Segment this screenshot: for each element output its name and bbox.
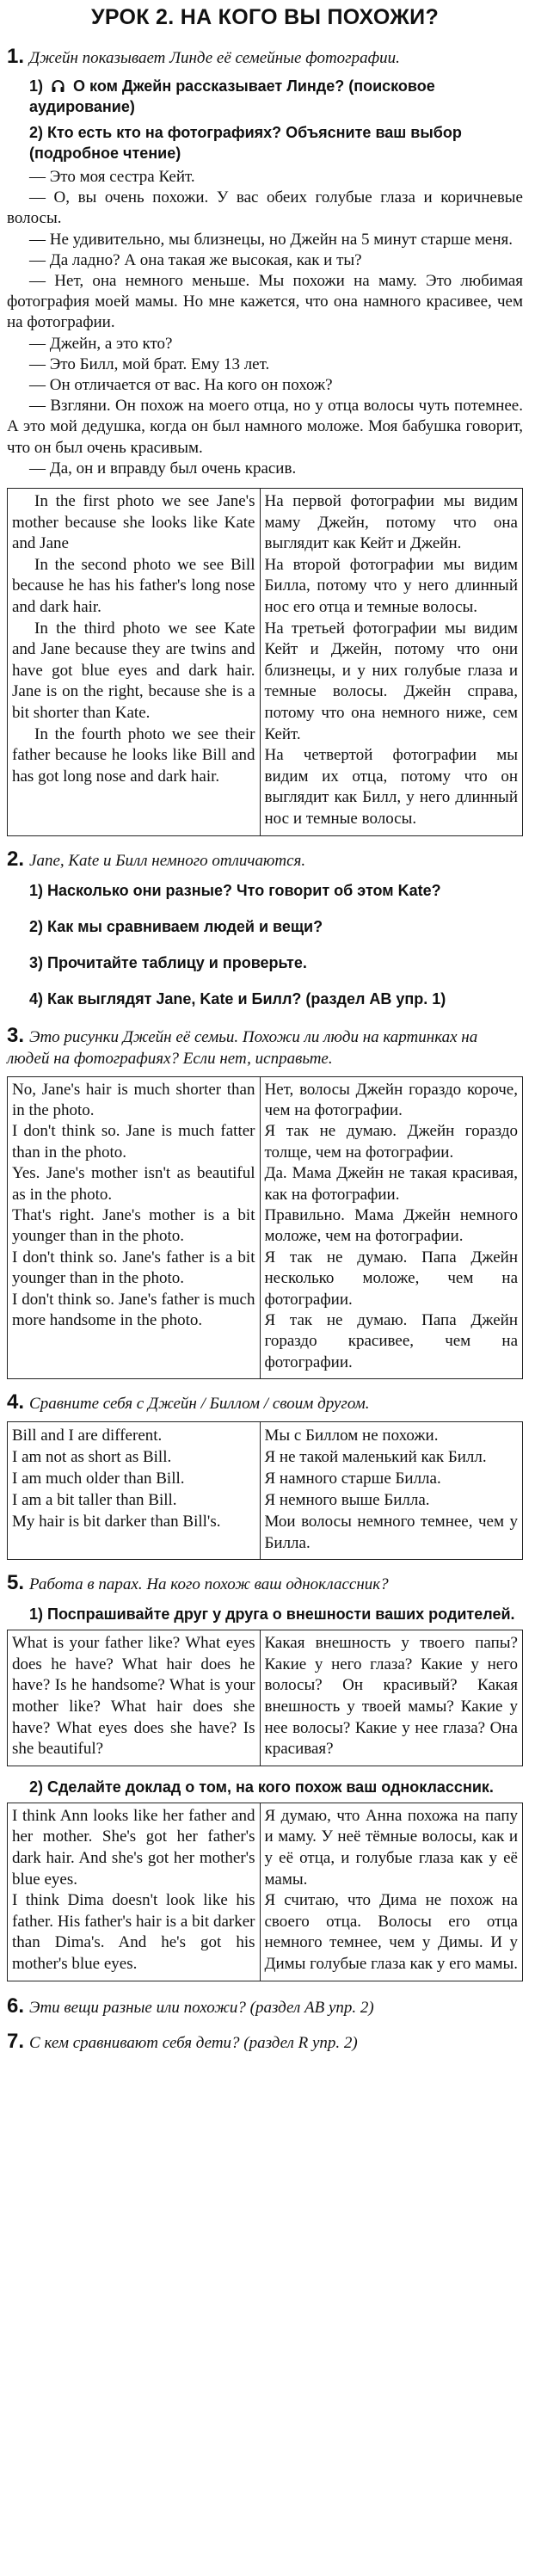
task-1-question-1	[29, 76, 523, 117]
cell-text: I am not as short as Bill.	[12, 1448, 172, 1467]
table-row	[8, 1422, 523, 1560]
cell-text: На четвертой фотографии мы видим их отца, потому что он выглядит как Билл, у него длинный нос и темные волосы.	[264, 746, 518, 828]
cell-text: Мы с Биллом не похожи.	[264, 1427, 439, 1445]
task-number: 6.	[7, 1994, 25, 2018]
cell-text: I don't think so. Jane's father is much more handsome in the photo.	[12, 1290, 255, 1330]
task-1-header	[7, 46, 523, 69]
english-cell	[8, 1422, 261, 1560]
answer-table	[7, 1803, 523, 1981]
cell-text: Я так не думаю. Джейн гораздо толще, чем на фотографии.	[264, 1122, 518, 1162]
task-3-header	[7, 1025, 523, 1069]
task-6	[7, 1995, 523, 2018]
cell-text: На первой фотографии мы видим маму Джейн, потому что она выглядит как Кейт и Джейн.	[264, 492, 518, 553]
cell-text: На третьей фотографии мы видим Кейт и Джейн, потому что они близнецы, и у них голубые глаза и темные волосы. Джейн справа, потому что она немного ниже, сем Кейт.	[264, 619, 518, 743]
task-number: 4.	[7, 1390, 25, 1414]
cell-text: In the first photo we see Jane's mother because she looks like Kate and Jane	[12, 492, 255, 553]
cell-text: No, Jane's hair is much shorter than in the photo.	[12, 1080, 255, 1119]
cell-text: Я намного старше Билла.	[264, 1470, 441, 1488]
russian-cell	[260, 1076, 523, 1379]
table-row	[8, 1630, 523, 1766]
headphones-icon	[51, 77, 65, 91]
english-cell	[8, 1630, 261, 1766]
task-2	[7, 848, 523, 1009]
task-instruction: Джейн показывает Линде её семейные фотографии.	[29, 49, 400, 67]
cell-text: Да. Мама Джейн не такая красивая, как на фотографии.	[264, 1164, 518, 1204]
cell-text: Я немного выше Билла.	[264, 1491, 430, 1510]
cell-text: In the second photo we see Bill because he has his father's long nose and dark hair.	[12, 555, 255, 617]
cell-text: Правильно. Мама Джейн немного моложе, чем на фотографии.	[264, 1205, 518, 1246]
question: 4) Как выглядят Jane, Kate и Билл? (раздел AB упр. 1)	[29, 989, 446, 1008]
dialog-line: — Да ладно? А она такая же высокая, как и ты?	[29, 250, 362, 269]
cell-text: Нет, волосы Джейн гораздо короче, чем на фотографии.	[264, 1080, 518, 1119]
task-instruction: Эти вещи разные или похожи? (раздел AB упр. 2)	[29, 1998, 374, 2017]
question-text: О ком Джейн рассказывает Линде? (поисковое аудирование)	[29, 77, 435, 115]
cell-text: What is your father like? What eyes does he have? What hair does he have? Is he handsome? What is your mother like? What hair does she have? What eyes does she have? Is she beautiful?	[12, 1634, 255, 1759]
dialog-line: — Взгляни. Он похож на моего отца, но у отца волосы чуть потемнее. А это мой дедушка, когда он был намного моложе. Моя бабушка говорит, что он был очень красивым.	[7, 397, 523, 457]
table-row	[8, 1803, 523, 1981]
task-instruction: С кем сравнивают себя дети? (раздел R упр. 2)	[29, 2033, 358, 2052]
table-row	[8, 489, 523, 836]
english-cell	[8, 489, 261, 836]
russian-cell	[260, 489, 523, 836]
task-4	[7, 1391, 523, 1560]
dialog-line: — Нет, она немного меньше. Мы похожи на маму. Это любимая фотография моей мамы. Но мне кажется, что она намного красивее, чем на фотографии.	[7, 272, 523, 332]
task-3	[7, 1025, 523, 1380]
dialog-line: — Да, он и вправду был очень красив.	[29, 459, 297, 478]
task-instruction: Работа в парах. На кого похож ваш одноклассник?	[29, 1575, 389, 1594]
task-1-question-2: 2) Кто есть кто на фотографиях? Объясните ваш выбор (подробное чтение)	[29, 124, 462, 162]
cell-text: Я так не думаю. Папа Джейн несколько моложе, чем на фотографии.	[264, 1248, 518, 1309]
task-7	[7, 2031, 523, 2054]
answer-table	[7, 1076, 523, 1380]
cell-text: Какая внешность у твоего папы? Какие у него глаза? Какие у него волосы? Он красивый? Какая внешность у твоей мамы? Какие у нее волосы? Какие у нее глаза? Она красивая?	[264, 1634, 518, 1759]
task-5-subtask-1: 1) Поспрашивайте друг у друга о внешности ваших родителей.	[29, 1605, 515, 1624]
cell-text: Я считаю, что Дима не похож на своего отца. Волосы его отца немного темнее, чем у Димы. И у Димы голубые глаза как у его мамы.	[264, 1891, 518, 1973]
cell-text: Я думаю, что Анна похожа на папу и маму. У неё тёмные волосы, как и у её отца, и голубые глаза как у её мамы.	[264, 1806, 518, 1889]
cell-text: Я не такой маленький как Билл.	[264, 1448, 487, 1467]
task-instruction: Jane, Kate и Билл немного отличаются.	[29, 851, 306, 870]
task-4-header	[7, 1391, 523, 1414]
cell-text: In the fourth photo we see their father because he looks like Bill and has got long nose and dark hair.	[12, 724, 255, 786]
english-cell	[8, 1076, 261, 1379]
question: 3) Прочитайте таблицу и проверьте.	[29, 953, 307, 971]
english-cell	[8, 1803, 261, 1981]
cell-text: Bill and I are different.	[12, 1427, 163, 1445]
cell-text: I think Ann looks like her father and her mother. She's got her father's dark hair. And she's got her mother's blue eyes.	[12, 1806, 255, 1889]
task-2-header	[7, 848, 523, 872]
dialog-line: — Это Билл, мой брат. Ему 13 лет.	[29, 354, 270, 373]
cell-text: I am a bit taller than Bill.	[12, 1491, 177, 1510]
answer-table	[7, 1421, 523, 1560]
dialog	[7, 167, 523, 479]
cell-text: I don't think so. Jane is much fatter than in the photo.	[12, 1122, 255, 1162]
cell-text: I think Dima doesn't look like his father. His father's hair is a bit darker than Dima's. And he's got his mother's blue eyes.	[12, 1891, 255, 1973]
page-title: УРОК 2. НА КОГО ВЫ ПОХОЖИ?	[90, 5, 440, 29]
task-number: 5.	[7, 1571, 25, 1595]
russian-cell	[260, 1422, 523, 1560]
cell-text: На второй фотографии мы видим Билла, потому что у него длинный нос его отца и темные волосы.	[264, 555, 518, 617]
dialog-line: — Он отличается от вас. На кого он похож?	[29, 376, 333, 395]
cell-text: I am much older than Bill.	[12, 1470, 185, 1488]
task-number: 7.	[7, 2029, 25, 2053]
dialog-line: — Не удивительно, мы близнецы, но Джейн на 5 минут старше меня.	[29, 230, 513, 249]
dialog-line: — Джейн, а это кто?	[29, 334, 173, 353]
russian-cell	[260, 1630, 523, 1766]
table-row	[8, 1076, 523, 1379]
answer-table	[7, 488, 523, 836]
question: 2) Как мы сравниваем людей и вещи?	[29, 917, 323, 935]
task-number: 2.	[7, 847, 25, 871]
cell-text: Мои волосы немного темнее, чем у Билла.	[264, 1513, 518, 1553]
answer-table	[7, 1630, 523, 1766]
cell-text: In the third photo we see Kate and Jane because they are twins and have got blue eyes and dark hair. Jane is on the right, because she is a bit shorter than Kate.	[12, 619, 255, 722]
cell-text: Yes. Jane's mother isn't as beautiful as in the photo.	[12, 1164, 255, 1204]
russian-cell	[260, 1803, 523, 1981]
task-5-header	[7, 1572, 523, 1595]
task-5-subtask-2: 2) Сделайте доклад о том, на кого похож ваш одноклассник.	[29, 1778, 494, 1796]
task-instruction: Это рисунки Джейн её семьи. Похожи ли люди на картинках на людей на фотографиях? Если нет, исправьте.	[7, 1027, 478, 1068]
dialog-line: — О, вы очень похожи. У вас обеих голубые глаза и коричневые волосы.	[7, 188, 523, 228]
task-number: 3.	[7, 1023, 25, 1047]
question-number: 1)	[29, 77, 44, 95]
task-1	[7, 46, 523, 836]
dialog-line: — Это моя сестра Кейт.	[29, 168, 195, 186]
cell-text: Я так не думаю. Папа Джейн гораздо красивее, чем на фотографии.	[264, 1311, 518, 1371]
cell-text: That's right. Jane's mother is a bit younger than in the photo.	[12, 1205, 255, 1246]
question-list	[29, 880, 523, 1009]
cell-text: My hair is bit darker than Bill's.	[12, 1513, 221, 1531]
cell-text: I don't think so. Jane's father is a bit younger than in the photo.	[12, 1248, 255, 1288]
task-instruction: Сравните себя с Джейн / Биллом / своим другом.	[29, 1395, 370, 1414]
task-5	[7, 1572, 523, 1981]
question: 1) Насколько они разные? Что говорит об этом Kate?	[29, 881, 441, 899]
task-number: 1.	[7, 45, 25, 68]
